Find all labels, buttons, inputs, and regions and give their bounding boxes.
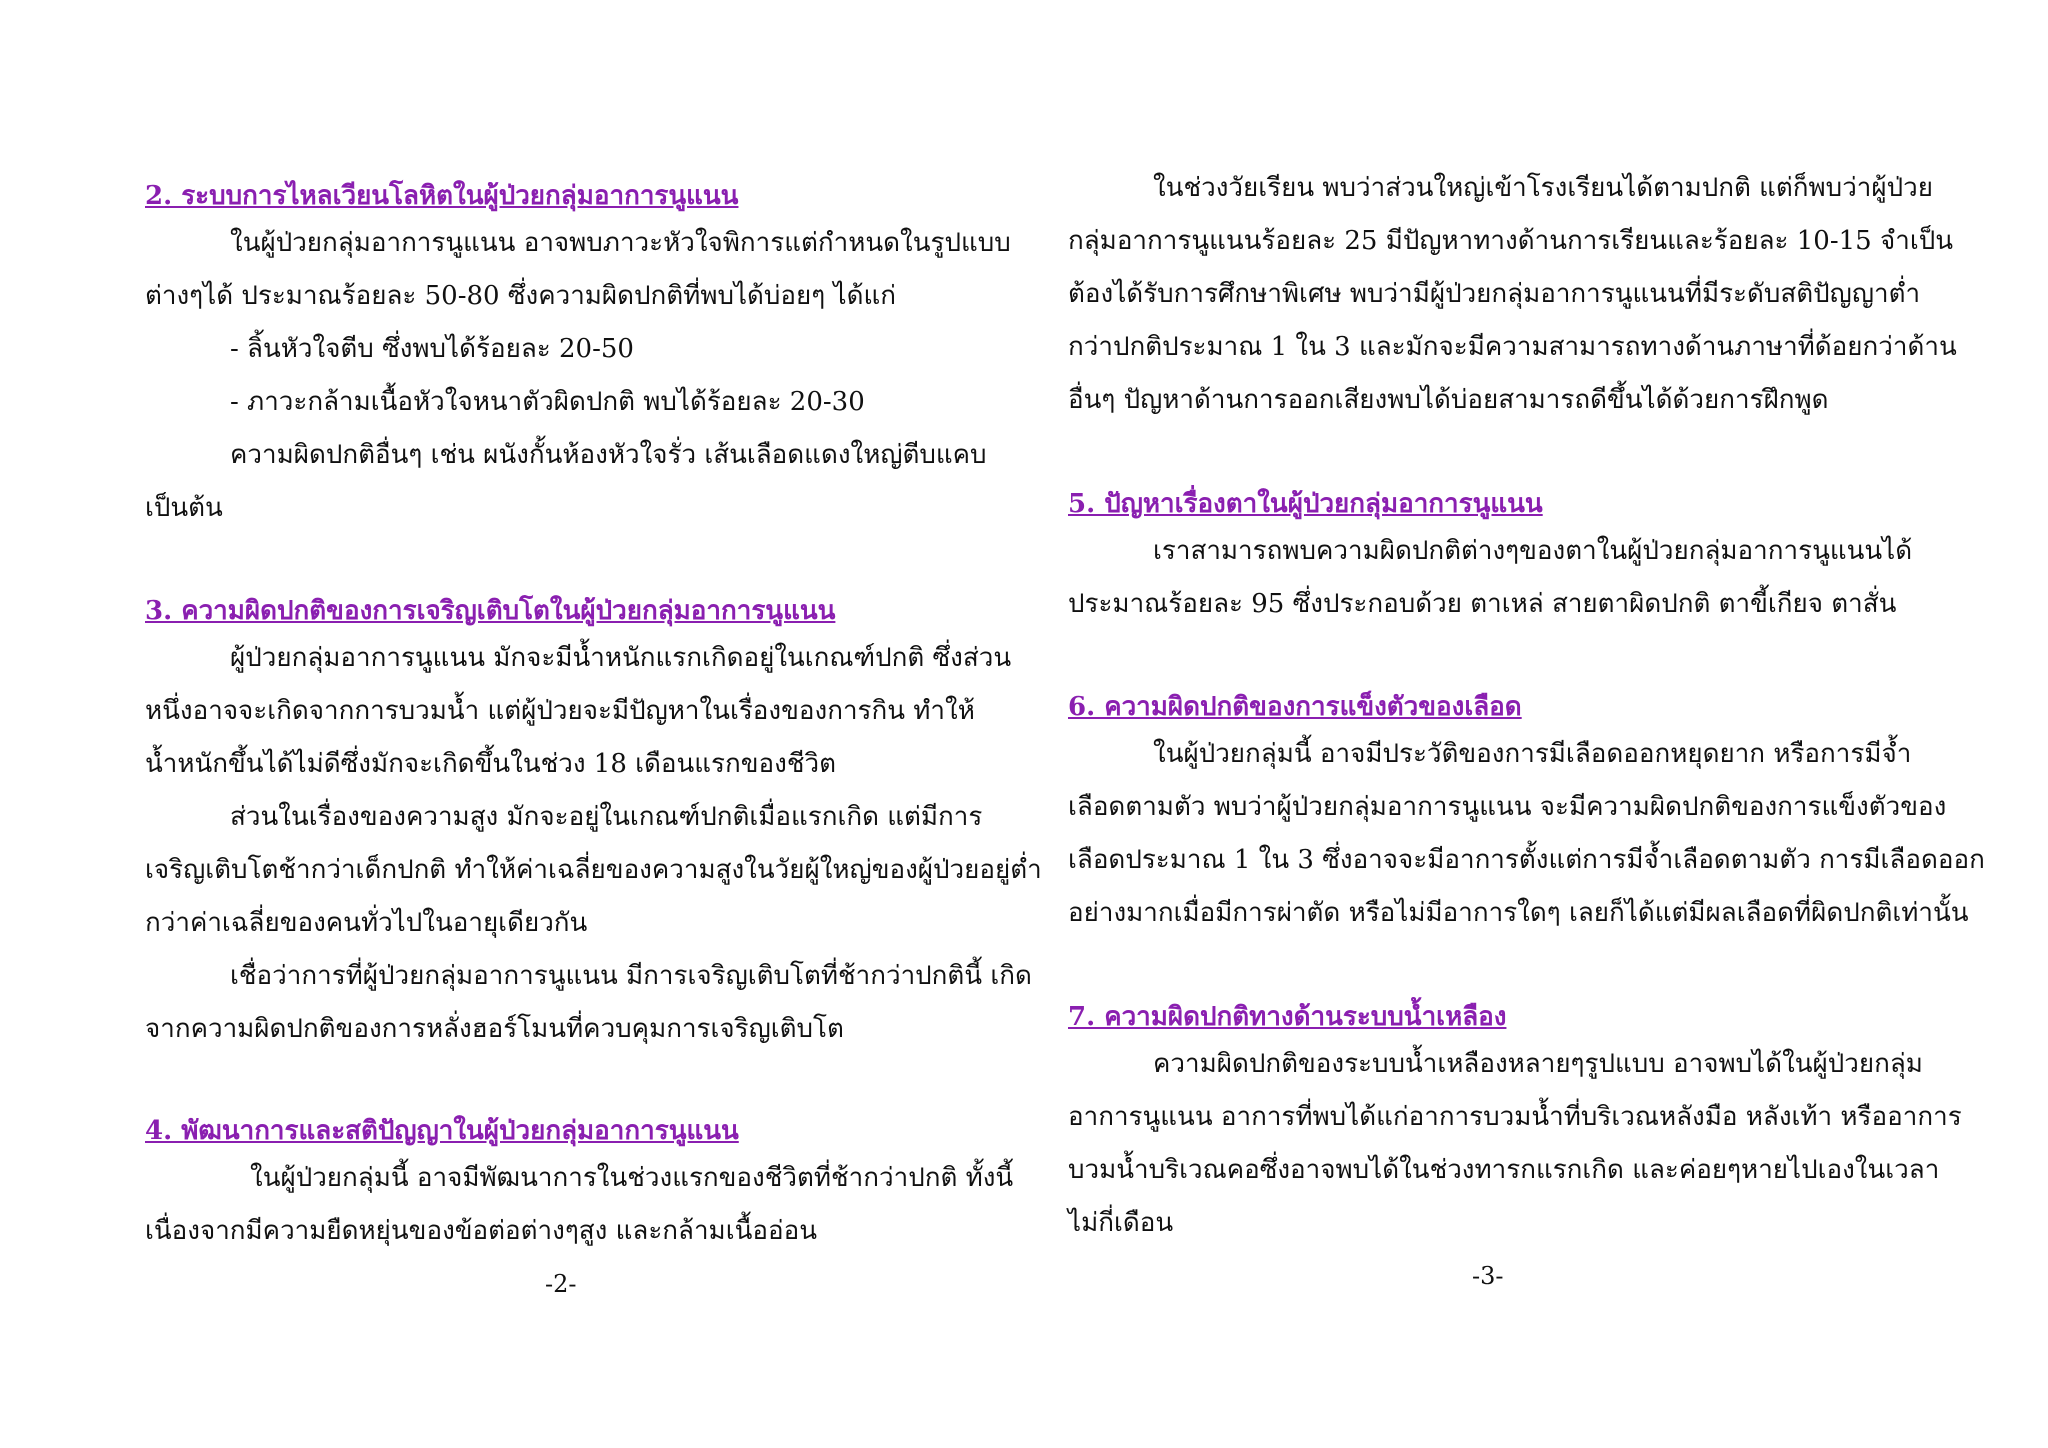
section-6-line: ในผู้ป่วยกลุ่มนี้ อาจมีประวัติของการมีเลือดออกหยุดยาก หรือการมีจ้ำ: [1153, 739, 1912, 769]
section-7-line: อาการนูแนน อาการที่พบได้แก่อาการบวมน้ำที่บริเวณหลังมือ หลังเท้า หรืออาการ: [1068, 1102, 1962, 1132]
section-2-bullet: - ลิ้นหัวใจตีบ ซึ่งพบได้ร้อยละ 20-50: [230, 334, 634, 364]
section-4-heading: 4. พัฒนาการและสติปัญญาในผู้ป่วยกลุ่มอาการนูแนน: [145, 1116, 739, 1146]
section-7-line: บวมน้ำบริเวณคอซึ่งอาจพบได้ในช่วงทารกแรกเกิด และค่อยๆหายไปเองในเวลา: [1068, 1155, 1940, 1185]
section-3-line: จากความผิดปกติของการหลั่งฮอร์โมนที่ควบคุมการเจริญเติบโต: [145, 1014, 844, 1044]
section-3-line: น้ำหนักขึ้นได้ไม่ดีซึ่งมักจะเกิดขึ้นในช่วง 18 เดือนแรกของชีวิต: [145, 749, 836, 779]
section-2-line: ความผิดปกติอื่นๆ เช่น ผนังกั้นห้องหัวใจรั่ว เส้นเลือดแดงใหญ่ตีบแคบ: [230, 440, 987, 470]
section-2-line: เป็นต้น: [145, 493, 223, 523]
section-4-continued-line: ต้องได้รับการศึกษาพิเศษ พบว่ามีผู้ป่วยกลุ่มอาการนูแนนที่มีระดับสติปัญญาต่ำ: [1068, 279, 1921, 309]
section-3-line: เชื่อว่าการที่ผู้ป่วยกลุ่มอาการนูแนน มีการเจริญเติบโตที่ช้ากว่าปกตินี้ เกิด: [230, 961, 1032, 991]
section-5-line: เราสามารถพบความผิดปกติต่างๆของตาในผู้ป่วยกลุ่มอาการนูแนนได้: [1153, 536, 1913, 566]
section-4-line: ในผู้ป่วยกลุ่มนี้ อาจมีพัฒนาการในช่วงแรกของชีวิตที่ช้ากว่าปกติ ทั้งนี้: [250, 1163, 1014, 1193]
section-2-line: ในผู้ป่วยกลุ่มอาการนูแนน อาจพบภาวะหัวใจพิการแต่กำหนดในรูปแบบ: [230, 228, 1011, 258]
section-4-continued-line: อื่นๆ ปัญหาด้านการออกเสียงพบได้บ่อยสามารถดีขึ้นได้ด้วยการฝึกพูด: [1068, 385, 1829, 415]
section-5-line: ประมาณร้อยละ 95 ซึ่งประกอบด้วย ตาเหล่ สายตาผิดปกติ ตาขี้เกียจ ตาสั่น: [1068, 589, 1897, 619]
section-4-continued-line: กว่าปกติประมาณ 1 ใน 3 และมักจะมีความสามารถทางด้านภาษาที่ด้อยกว่าด้าน: [1068, 332, 1957, 362]
section-4-continued-line: กลุ่มอาการนูแนนร้อยละ 25 มีปัญหาทางด้านการเรียนและร้อยละ 10-15 จำเป็น: [1068, 226, 1953, 256]
section-3-line: กว่าค่าเฉลี่ยของคนทั่วไปในอายุเดียวกัน: [145, 908, 588, 938]
section-6-line: เลือดประมาณ 1 ใน 3 ซึ่งอาจจะมีอาการตั้งแต่การมีจ้ำเลือดตามตัว การมีเลือดออก: [1068, 845, 1985, 875]
page-number-left: -2-: [545, 1270, 577, 1298]
section-7-heading: 7. ความผิดปกติทางด้านระบบน้ำเหลือง: [1068, 1002, 1507, 1032]
section-3-line: ส่วนในเรื่องของความสูง มักจะอยู่ในเกณฑ์ปกติเมื่อแรกเกิด แต่มีการ: [230, 802, 983, 832]
section-2-heading: 2. ระบบการไหลเวียนโลหิตในผู้ป่วยกลุ่มอาการนูแนน: [145, 181, 739, 211]
section-3-line: เจริญเติบโตช้ากว่าเด็กปกติ ทำให้ค่าเฉลี่ยของความสูงในวัยผู้ใหญ่ของผู้ป่วยอยู่ต่ำ: [145, 855, 1042, 885]
section-3-line: หนึ่งอาจจะเกิดจากการบวมน้ำ แต่ผู้ป่วยจะมีปัญหาในเรื่องของการกิน ทำให้: [145, 696, 975, 726]
section-4-line: เนื่องจากมีความยืดหยุ่นของข้อต่อต่างๆสูง และกล้ามเนื้ออ่อน: [145, 1216, 817, 1246]
section-7-line: ความผิดปกติของระบบน้ำเหลืองหลายๆรูปแบบ อาจพบได้ในผู้ป่วยกลุ่ม: [1153, 1049, 1923, 1079]
section-6-line: เลือดตามตัว พบว่าผู้ป่วยกลุ่มอาการนูแนน จะมีความผิดปกติของการแข็งตัวของ: [1068, 792, 1947, 822]
section-2-bullet: - ภาวะกล้ามเนื้อหัวใจหนาตัวผิดปกติ พบได้ร้อยละ 20-30: [230, 387, 865, 417]
section-6-heading: 6. ความผิดปกติของการแข็งตัวของเลือด: [1068, 692, 1522, 722]
section-6-line: อย่างมากเมื่อมีการผ่าตัด หรือไม่มีอาการใดๆ เลยก็ได้แต่มีผลเลือดที่ผิดปกติเท่านั้น: [1068, 898, 1969, 928]
section-5-heading: 5. ปัญหาเรื่องตาในผู้ป่วยกลุ่มอาการนูแนน: [1068, 489, 1543, 519]
section-3-line: ผู้ป่วยกลุ่มอาการนูแนน มักจะมีน้ำหนักแรกเกิดอยู่ในเกณฑ์ปกติ ซึ่งส่วน: [230, 643, 1012, 673]
section-4-continued-line: ในช่วงวัยเรียน พบว่าส่วนใหญ่เข้าโรงเรียนได้ตามปกติ แต่ก็พบว่าผู้ป่วย: [1153, 173, 1933, 203]
section-7-line: ไม่กี่เดือน: [1068, 1208, 1174, 1238]
section-3-heading: 3. ความผิดปกติของการเจริญเติบโตในผู้ป่วยกลุ่มอาการนูแนน: [145, 596, 836, 626]
section-2-line: ต่างๆได้ ประมาณร้อยละ 50-80 ซึ่งความผิดปกติที่พบได้บ่อยๆ ได้แก่: [145, 281, 896, 311]
page-number-right: -3-: [1472, 1262, 1504, 1290]
